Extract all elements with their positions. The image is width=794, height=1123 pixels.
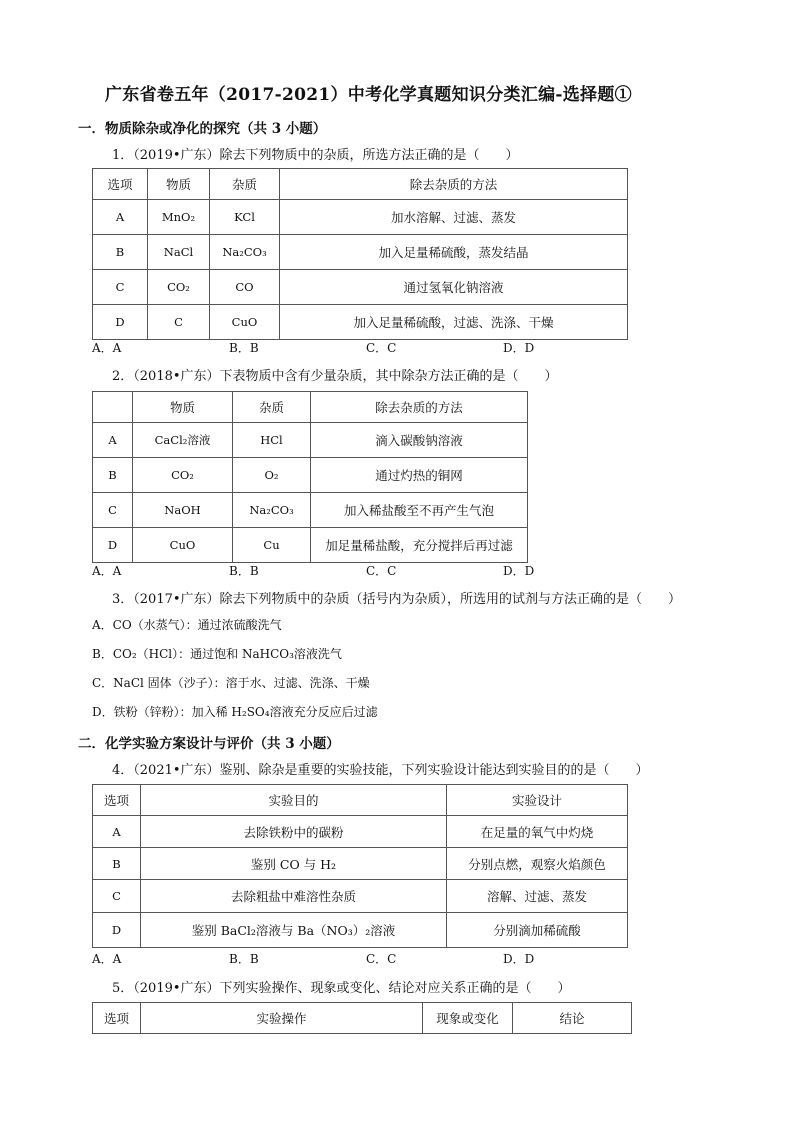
table-row (93, 528, 528, 563)
answer-choice-c[interactable]: C．C (366, 341, 397, 355)
table-cell: D (93, 913, 141, 948)
table-cell: 去除粗盐中难溶性杂质 (141, 880, 447, 913)
table-cell: 加入稀盐酸至不再产生气泡 (311, 493, 528, 528)
header-cell: 除去杂质的方法 (311, 392, 528, 423)
header-cell: 现象或变化 (423, 1003, 513, 1034)
table-cell: 去除铁粉中的碳粉 (141, 816, 447, 848)
table-row (93, 493, 528, 528)
table-cell: A (93, 816, 141, 848)
table-cell: Na₂CO₃ (210, 235, 280, 270)
table-row (93, 913, 628, 948)
table-row (93, 880, 628, 913)
answer-choice-c[interactable]: C．C (366, 564, 397, 578)
question-3-option-c[interactable]: C．NaCl 固体（沙子）：溶于水、过滤、洗涤、干燥 (92, 676, 370, 690)
table-cell: CO₂ (148, 270, 210, 305)
question-1-table (92, 168, 628, 340)
question-3-option-d[interactable]: D．铁粉（锌粉）：加入稀 H₂SO₄溶液充分反应后过滤 (92, 705, 378, 719)
table-cell: 加入足量稀硫酸，过滤、洗涤、干燥 (280, 305, 628, 340)
table-cell: 鉴别 BaCl₂溶液与 Ba（NO₃）₂溶液 (141, 913, 447, 948)
question-2-table (92, 391, 528, 563)
table-cell: A (93, 423, 133, 458)
table-cell: B (93, 235, 148, 270)
table-cell: 鉴别 CO 与 H₂ (141, 848, 447, 880)
question-1-stem: 1．（2019•广东）除去下列物质中的杂质，所选方法正确的是（ ） (112, 148, 519, 163)
table-header-row (93, 1003, 632, 1034)
header-cell: 杂质 (210, 169, 280, 200)
table-cell: D (93, 305, 148, 340)
table-cell: 分别滴加稀硫酸 (447, 913, 628, 948)
table-cell: Na₂CO₃ (233, 493, 311, 528)
table-row (93, 235, 628, 270)
answer-choice-b[interactable]: B．B (229, 564, 259, 578)
table-row (93, 458, 528, 493)
table-cell: 溶解、过滤、蒸发 (447, 880, 628, 913)
table-header-row (93, 392, 528, 423)
header-cell: 物质 (148, 169, 210, 200)
answer-choice-d[interactable]: D．D (503, 564, 535, 578)
header-cell: 除去杂质的方法 (280, 169, 628, 200)
header-cell: 实验设计 (447, 785, 628, 816)
header-cell: 结论 (513, 1003, 632, 1034)
table-cell: 在足量的氧气中灼烧 (447, 816, 628, 848)
header-cell: 物质 (133, 392, 233, 423)
answer-choice-c[interactable]: C．C (366, 952, 397, 966)
answer-choice-a[interactable]: A．A (92, 564, 122, 578)
table-cell: C (93, 270, 148, 305)
table-header-row (93, 785, 628, 816)
table-cell: 加入足量稀硫酸，蒸发结晶 (280, 235, 628, 270)
answer-choice-d[interactable]: D．D (503, 952, 535, 966)
answer-choice-d[interactable]: D．D (503, 341, 535, 355)
table-row (93, 270, 628, 305)
question-5-table (92, 1002, 632, 1034)
table-cell: Cu (233, 528, 311, 563)
table-cell: NaCl (148, 235, 210, 270)
header-cell: 实验操作 (141, 1003, 423, 1034)
table-cell: HCl (233, 423, 311, 458)
table-cell: CO₂ (133, 458, 233, 493)
table-cell: O₂ (233, 458, 311, 493)
header-cell: 选项 (93, 169, 148, 200)
table-row (93, 848, 628, 880)
table-cell: B (93, 458, 133, 493)
table-cell: C (148, 305, 210, 340)
answer-choice-a[interactable]: A．A (92, 341, 122, 355)
question-3-stem: 3．（2017•广东）除去下列物质中的杂质（括号内为杂质），所选用的试剂与方法正确的是（ ） (112, 592, 682, 607)
table-cell: CaCl₂溶液 (133, 423, 233, 458)
question-3-option-b[interactable]: B．CO₂（HCl）：通过饱和 NaHCO₃溶液洗气 (92, 647, 342, 661)
header-cell: 实验目的 (141, 785, 447, 816)
page-title: 广东省卷五年（2017-2021）中考化学真题知识分类汇编-选择题① (105, 85, 632, 105)
header-cell: 选项 (93, 785, 141, 816)
table-cell: 加足量稀盐酸，充分搅拌后再过滤 (311, 528, 528, 563)
question-2-stem: 2．（2018•广东）下表物质中含有少量杂质，其中除杂方法正确的是（ ） (112, 369, 558, 384)
table-cell: 通过氢氧化钠溶液 (280, 270, 628, 305)
table-cell: D (93, 528, 133, 563)
table-row (93, 305, 628, 340)
table-row (93, 200, 628, 235)
table-cell: NaOH (133, 493, 233, 528)
question-4-stem: 4．（2021•广东）鉴别、除杂是重要的实验技能，下列实验设计能达到实验目的的是（ ） (112, 763, 649, 778)
table-header-row (93, 169, 628, 200)
table-cell: 滴入碳酸钠溶液 (311, 423, 528, 458)
table-cell: 加水溶解、过滤、蒸发 (280, 200, 628, 235)
table-cell: C (93, 493, 133, 528)
question-3-option-a[interactable]: A．CO（水蒸气）：通过浓硫酸洗气 (92, 618, 282, 632)
header-cell (93, 392, 133, 423)
table-cell: 通过灼热的铜网 (311, 458, 528, 493)
table-cell: CuO (210, 305, 280, 340)
table-cell: B (93, 848, 141, 880)
question-4-table (92, 784, 628, 948)
header-cell: 选项 (93, 1003, 141, 1034)
table-cell: CO (210, 270, 280, 305)
table-cell: MnO₂ (148, 200, 210, 235)
table-cell: 分别点燃，观察火焰颜色 (447, 848, 628, 880)
table-cell: CuO (133, 528, 233, 563)
section-heading-2: 二．化学实验方案设计与评价（共 3 小题） (78, 736, 340, 752)
answer-choice-a[interactable]: A．A (92, 952, 122, 966)
table-row (93, 423, 528, 458)
table-cell: A (93, 200, 148, 235)
answer-choice-b[interactable]: B．B (229, 952, 259, 966)
table-cell: KCl (210, 200, 280, 235)
answer-choice-b[interactable]: B．B (229, 341, 259, 355)
header-cell: 杂质 (233, 392, 311, 423)
table-row (93, 816, 628, 848)
question-5-stem: 5．（2019•广东）下列实验操作、现象或变化、结论对应关系正确的是（ ） (112, 981, 571, 996)
table-cell: C (93, 880, 141, 913)
section-heading-1: 一．物质除杂或净化的探究（共 3 小题） (78, 121, 327, 137)
